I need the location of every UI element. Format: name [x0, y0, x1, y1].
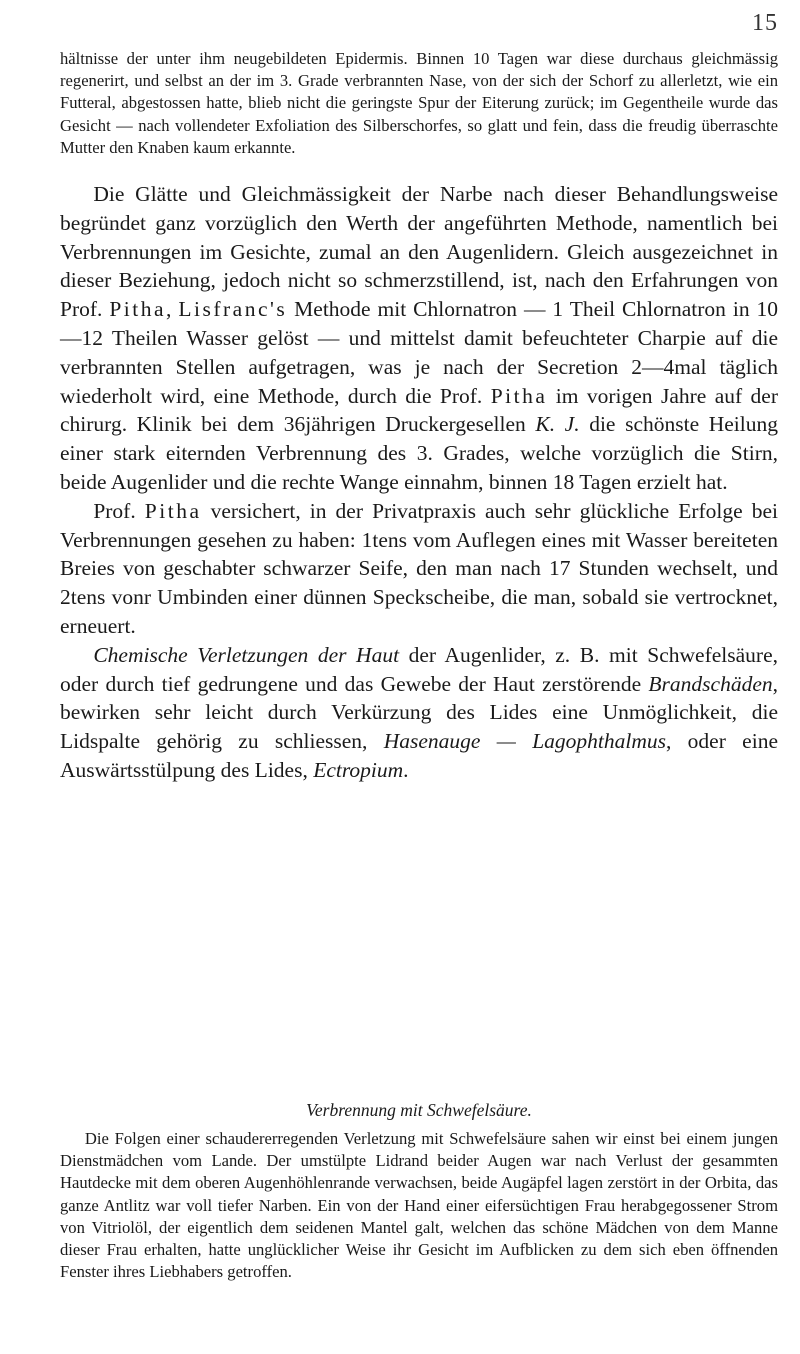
text: Prof.: [93, 498, 145, 523]
paragraph-continuation: hältnisse der unter ihm neugebildeten Epidermis. Binnen 10 Tagen war diese durchaus gleichmässig regenerirt, und selbst an der im 3. Grade verbrannten Nase, von der sich der Schorf zu allerletzt, wie ein Futteral, abgestossen hatte, blieb nicht die geringste Spur der Eiterung zurück; im Gegentheile wurde das Gesicht — nach vollendeter Exfoliation des Silberschorfes, so glatt und fein, dass die freudig überraschte Mutter den Knaben kaum erkannte.: [60, 49, 778, 157]
term: Chemische Verletzungen der Haut: [93, 642, 400, 667]
term: Brandschäden: [648, 671, 773, 696]
text-block-case: [60, 1098, 778, 1283]
section-heading: Verbrennung mit Schwefelsäure.: [306, 1100, 532, 1120]
author-name: Lisfranc's: [178, 297, 288, 322]
paragraph-chemische-verletzungen: [60, 641, 778, 785]
term: Ectropium: [313, 757, 404, 782]
page-number: 15: [752, 10, 778, 36]
text: .: [403, 757, 409, 782]
author-name: Pitha: [109, 297, 167, 322]
text: , oder eine Auswärtsstülpung des Lides,: [60, 729, 778, 782]
paragraph-narbe: [60, 180, 778, 497]
patient-initials: K. J.: [535, 412, 580, 437]
text: ,: [166, 297, 179, 322]
text: Die Glätte und Gleichmässigkeit der Narbe nach dieser Behandlungsweise begründet ganz vorzüglich den Werth der angeführten Methode, namentlich bei Verbrennungen im Gesichte, zumal an den Augenlidern. Gleich ausgezeichnet in dieser Beziehung, jedoch nicht so schmerzstillend, ist, nach den Erfahrungen von Prof.: [60, 182, 778, 322]
text: versichert, in der Privatpraxis auch sehr glückliche Erfolge bei Verbrennungen gesehen zu haben: 1tens vom Auflegen eines mit Wasser bereiteten Breies von geschabter schwarzer Seife, den man nach 17 Stunden wechselt, und 2tens vonr Umbinden einer dünnen Speckscheibe, die man, sobald sie vertrocknet, erneuert.: [60, 498, 779, 638]
text-block-top: [60, 48, 778, 159]
text: die schönste Heilung einer stark eiternden Verbrennung des 3. Grades, welche vorzüglich die Stirn, beide Augenlider und die rechte Wange einnahm, binnen 18 Tagen erzielt hat.: [60, 412, 778, 494]
term: Hasenauge — Lagophthalmus: [383, 729, 666, 754]
text: , bewirken sehr leicht durch Verkürzung des Lides eine Unmöglichkeit, die Lidspalte gehörig zu schliessen,: [60, 671, 778, 754]
text: im vorigen Jahre auf der chirurg. Klinik bei dem 36jährigen Druckergesellen: [60, 383, 778, 437]
text: Methode mit Chlornatron — 1 Theil Chlornatron in 10—12 Theilen Wasser gelöst — und mittelst damit befeuchteter Charpie auf die verbrannten Stellen aufgetragen, was je nach der Secretion 2—4mal täglich wiederholt wird, eine Methode, durch die Prof.: [60, 297, 778, 408]
paragraph-privatpraxis: [60, 497, 778, 641]
text-block-main: [60, 180, 778, 785]
paragraph-case: Die Folgen einer schaudererregenden Verletzung mit Schwefelsäure sahen wir einst bei einem jungen Dienstmädchen vom Lande. Der umstülpte Lidrand beider Augen war nach Verlust der gesammten Hautdecke mit dem oberen Augenhöhlenrande verwachsen, beide Augäpfel lagen zerstört in der Orbita, das ganze Antlitz war voll tiefer Narben. Ein von der Hand einer eifersüchtigen Frau herabgegossener Strom von Vitriolöl, der eigentlich dem seidenen Mantel galt, welchen das schöne Mädchen von dem Manne dieser Frau erhalten, hatte unglücklicher Weise ihr Gesicht im Aufblicken zu dem sich eben öffnenden Fenster ihres Liebhabers getroffen.: [60, 1129, 778, 1282]
text: der Augenlider, z. B. mit Schwefelsäure, oder durch tief gedrungene und das Gewebe der Haut zerstörende: [60, 642, 778, 696]
author-name: Pitha: [144, 498, 202, 523]
author-name: Pitha: [490, 383, 548, 408]
